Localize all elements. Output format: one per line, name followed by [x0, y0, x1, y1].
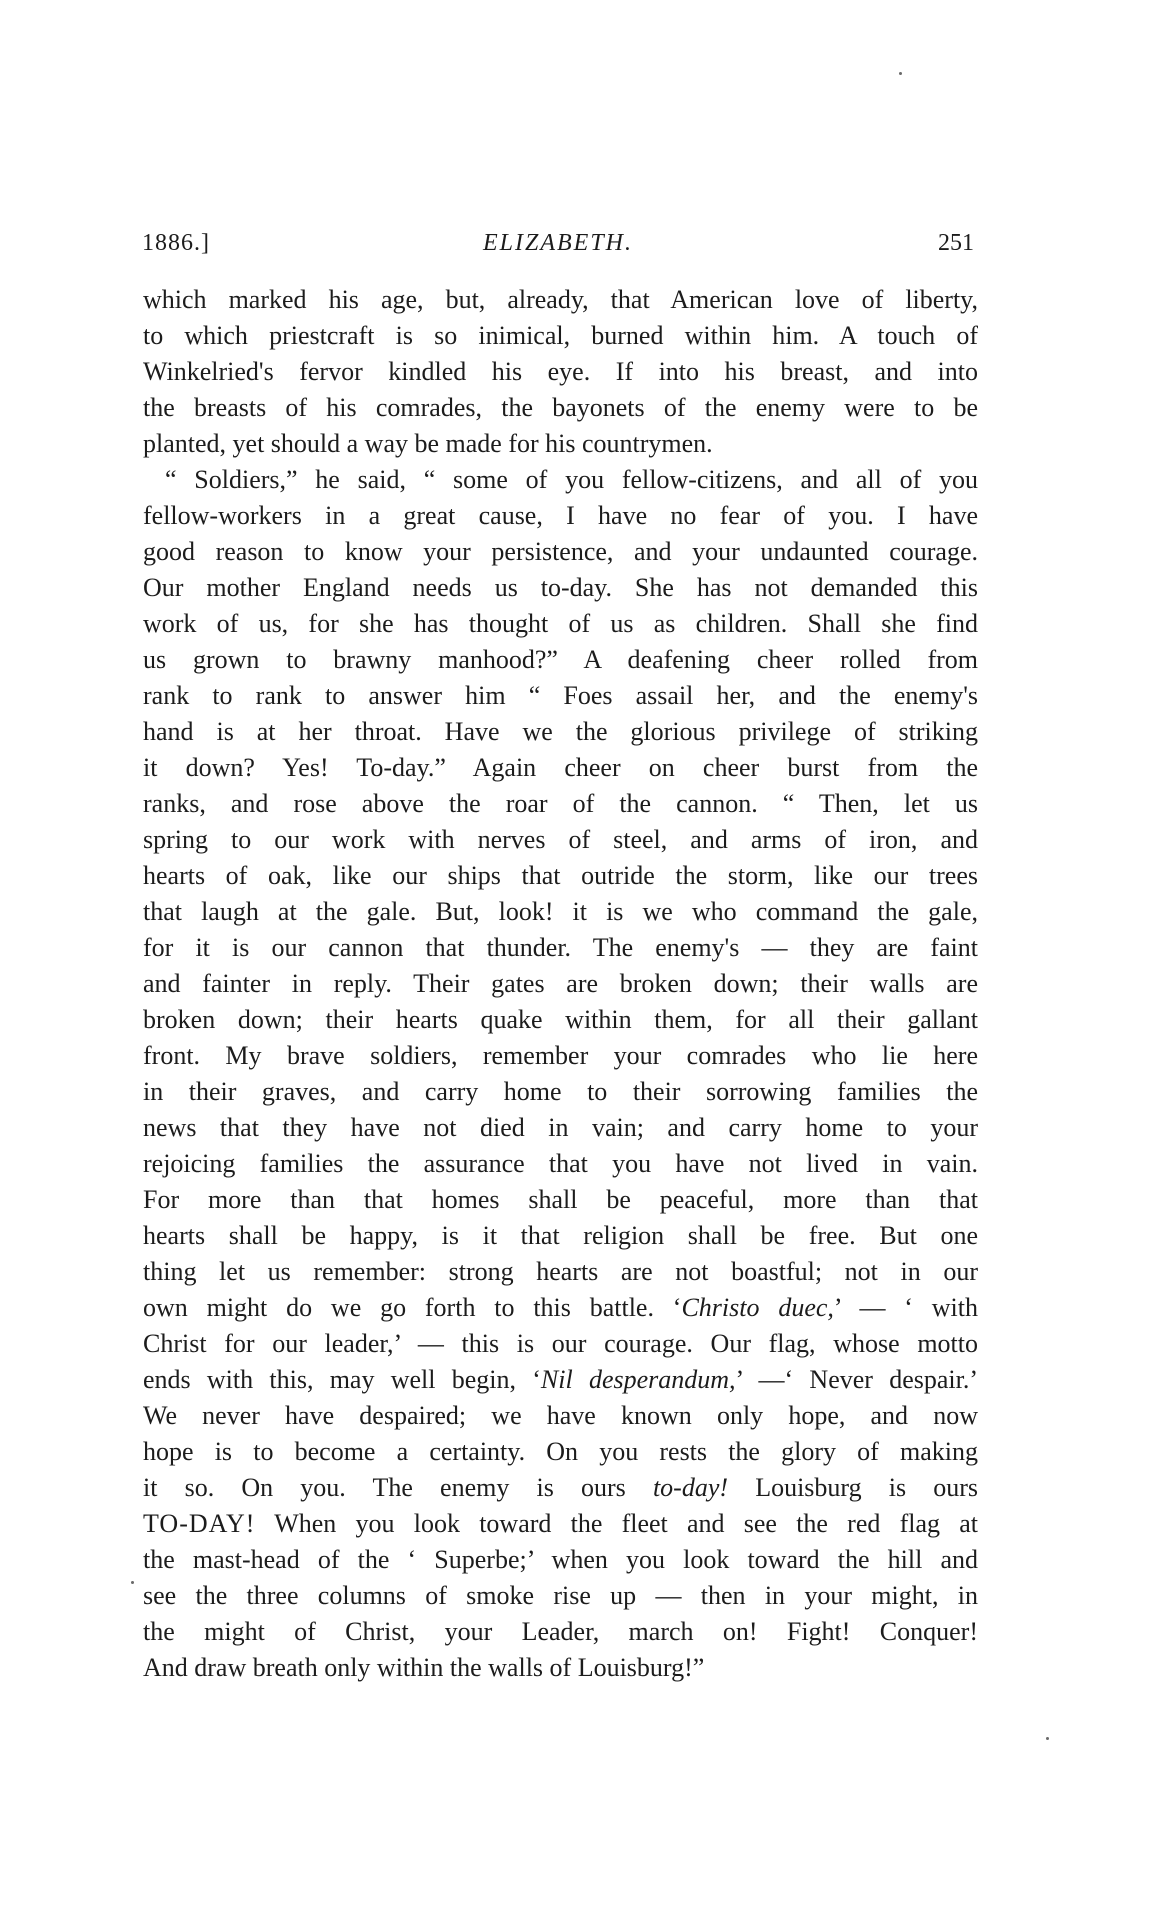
text-line: us grown to brawny manhood?” A deafening cheer rolled from [143, 645, 978, 674]
text-line: the might of Christ, your Leader, march on! Fight! Conquer! [143, 1617, 978, 1646]
text-line: And draw breath only within the walls of Louisburg!” [143, 1653, 705, 1682]
paper-speck [899, 72, 902, 75]
text-run: it so. On you. The enemy is ours [143, 1473, 626, 1502]
text-line: front. My brave soldiers, remember your comrades who lie here [143, 1041, 978, 1070]
text-line: We never have despaired; we have known only hope, and now [143, 1401, 978, 1430]
text-line: “ Soldiers,” he said, “ some of you fellow-citizens, and all of you [165, 465, 978, 494]
text-line: Our mother England needs us to-day. She has not demanded this [143, 573, 978, 602]
text-line: spring to our work with nerves of steel, and arms of iron, and [143, 825, 978, 854]
text-line-mixed [143, 1470, 978, 1506]
text-line: hope is to become a certainty. On you rests the glory of making [143, 1437, 978, 1466]
text-line: news that they have not died in vain; and carry home to your [143, 1113, 978, 1142]
text-line: ranks, and rose above the roar of the cannon. “ Then, let us [143, 789, 978, 818]
text-line: For more than that homes shall be peaceful, more than that [143, 1185, 978, 1214]
text-line: see the three columns of smoke rise up — then in your might, in [143, 1581, 978, 1610]
text-run: Louisburg is ours [755, 1473, 978, 1502]
text-line: that laugh at the gale. But, look! it is we who command the gale, [143, 897, 978, 926]
text-line: Christ for our leader,’ — this is our courage. Our flag, whose motto [143, 1329, 978, 1358]
text-line: in their graves, and carry home to their sorrowing families the [143, 1077, 978, 1106]
page-number: 251 [938, 230, 974, 256]
text-line: hearts of oak, like our ships that outride the storm, like our trees [143, 861, 978, 890]
text-line: it down? Yes! To-day.” Again cheer on cheer burst from the [143, 753, 978, 782]
latin-phrase-nil: Nil desperandum, [540, 1365, 736, 1394]
paper-speck [1046, 1737, 1049, 1740]
text-line: rejoicing families the assurance that you have not lived in vain. [143, 1149, 978, 1178]
text-line: fellow-workers in a great cause, I have no fear of you. I have [143, 501, 978, 530]
emphasis-today: to-day! [652, 1473, 729, 1502]
text-run: ends with this, may well begin, [143, 1365, 516, 1394]
text-line: good reason to know your persistence, and your undaunted courage. [143, 537, 978, 566]
text-line: to which priestcraft is so inimical, burned within him. A touch of [143, 321, 978, 350]
text-line: which marked his age, but, already, that American love of liberty, [143, 285, 978, 314]
text-line: and fainter in reply. Their gates are broken down; their walls are [143, 969, 978, 998]
text-line-mixed [143, 1506, 978, 1542]
text-line: planted, yet should a way be made for his countrymen. [143, 429, 713, 458]
text-run: ’ —‘ Never despair.’ [735, 1365, 978, 1394]
paper-speck [131, 1581, 134, 1584]
latin-phrase-christo: Christo duec, [681, 1293, 834, 1322]
text-line: work of us, for she has thought of us as children. Shall she find [143, 609, 978, 638]
text-run: When you look toward the fleet and see the red flag at [274, 1509, 978, 1538]
text-line: thing let us remember: strong hearts are not boastful; not in our [143, 1257, 978, 1286]
text-line: rank to rank to answer him “ Foes assail her, and the enemy's [143, 681, 978, 710]
text-line-mixed [143, 1290, 978, 1326]
text-line: broken down; their hearts quake within them, for all their gallant [143, 1005, 978, 1034]
header-title: ELIZABETH. [482, 230, 633, 256]
text-line: the breasts of his comrades, the bayonets of the enemy were to be [143, 393, 978, 422]
running-header [142, 222, 974, 262]
header-year: 1886.] [142, 230, 210, 256]
quote-mark: ‘ [672, 1293, 682, 1322]
text-line: hand is at her throat. Have we the glorious privilege of striking [143, 717, 978, 746]
text-line: the mast-head of the ‘ Superbe;’ when you look toward the hill and [143, 1545, 978, 1574]
quote-mark: ‘ [532, 1365, 541, 1394]
body-text [143, 282, 978, 1686]
text-line: Winkelried's fervor kindled his eye. If into his breast, and into [143, 357, 978, 386]
text-run: own might do we go forth to this battle. [143, 1293, 654, 1322]
text-run: ’ — ‘ with [833, 1293, 978, 1322]
text-line: hearts shall be happy, is it that religion shall be free. But one [143, 1221, 978, 1250]
text-line: for it is our cannon that thunder. The enemy's — they are faint [143, 933, 978, 962]
emphasis-today-caps: TO-DAY! [143, 1509, 256, 1538]
text-line-mixed [143, 1362, 978, 1398]
